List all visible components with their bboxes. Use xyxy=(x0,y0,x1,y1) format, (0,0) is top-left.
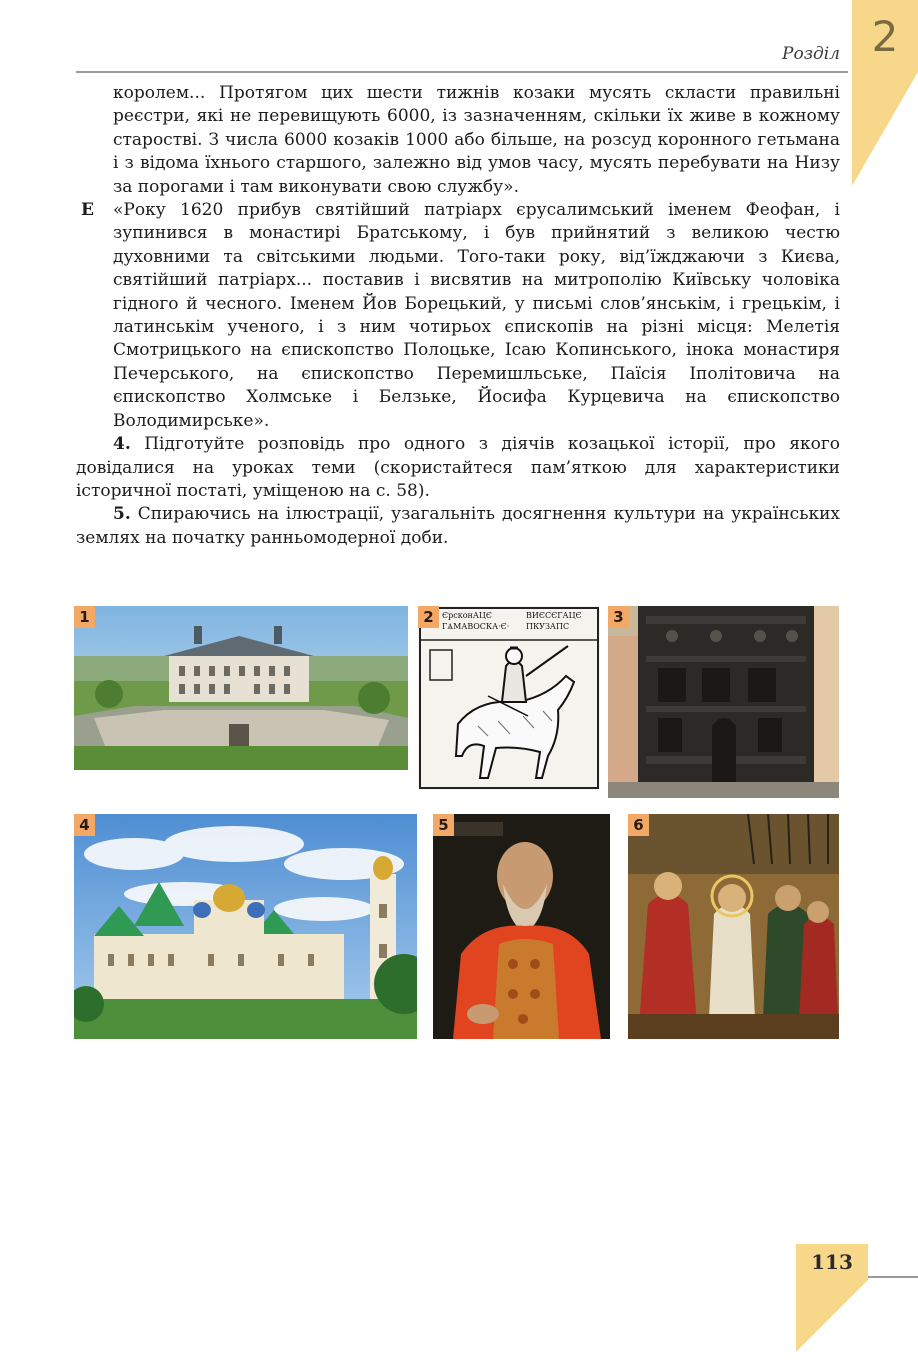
source-e-text: «Року 1620 прибув святійший патріарх єрусалимський іменем Феофан, і зупинився в монастирі Братському, і був прийнятий з великою честю духовними та світськими людьми. Того-таки року, від’їжджаючи з Києва, святійший патріарх... поставив і висвятив на митрополію Київську чоловіка гідного й чесного. Іменем Йов Борецький, у письмі слов’янськім, і грецькім, і латинськім ученого, і з ним чотирьох єпископів на різні місця: Мелетія Смотрицького на єпископство Полоцьке, Ісаю Копинського, інока монастиря Печерського, на єпископство Перемишльське, Паїсія Іполітовича на єпископство Холмське і Белзьке, Йосифа Курцевича на єпископство Володимирське». xyxy=(113,200,840,431)
task-4-text: Підготуйте розповідь про одного з діячів козацької історії, про якого довідалися на уроках теми (скористайтеся пам’яткою для характеристики історичної постаті, уміщеною на с. 58). xyxy=(76,434,840,501)
figure-5-portrait xyxy=(433,814,610,1039)
monastery-image xyxy=(74,814,417,1039)
task-5-number: 5. xyxy=(113,504,131,525)
footer-rule xyxy=(868,1276,918,1278)
source-e xyxy=(76,199,840,433)
chapter-tab-corner xyxy=(852,72,918,186)
task-4 xyxy=(76,433,840,503)
figure-3-black-chapel xyxy=(608,606,839,798)
figure-4-monastery xyxy=(74,814,417,1039)
engraving-caption-left: ЄрсконАЦЄ ГѦМАВОСКА·Є· xyxy=(442,611,510,631)
painting-image xyxy=(628,814,839,1039)
task-5-text: Спираючись на ілюстрації, узагальніть досягнення культури на українських землях на початку ранньомодерної доби. xyxy=(76,504,840,548)
figure-3-badge: 3 xyxy=(608,606,629,628)
figure-1-castle xyxy=(74,606,408,770)
header-rule xyxy=(76,71,848,73)
chapel-image xyxy=(608,606,839,798)
section-label: Розділ xyxy=(782,44,840,64)
page-tab-corner xyxy=(796,1280,868,1352)
page-number: 113 xyxy=(796,1244,868,1280)
source-d-text: королем... Протягом цих шести тижнів козаки мусять скласти правильні реєстри, які не перевищують 6000, із зазначенням, скільки їх живе в кожному старостві. З числа 6000 козаків 1000 або більше, на розсуд коронного гетьмана і з відома їхнього старшого, залежно від умов часу, мусять перебувати на Низу за порогами і там виконувати свою службу». xyxy=(113,83,840,197)
main-text xyxy=(76,82,840,550)
chapter-number: 2 xyxy=(852,0,918,72)
source-d-tail xyxy=(76,82,840,199)
figure-2-engraving xyxy=(418,606,600,790)
task-4-number: 4. xyxy=(113,434,131,455)
task-5 xyxy=(76,503,840,550)
figure-4-badge: 4 xyxy=(74,814,95,836)
figure-2-badge: 2 xyxy=(418,606,439,628)
figure-6-icon-painting xyxy=(628,814,839,1039)
portrait-image xyxy=(433,814,610,1039)
figure-5-badge: 5 xyxy=(433,814,454,836)
figure-1-badge: 1 xyxy=(74,606,95,628)
source-e-letter: Е xyxy=(81,200,94,221)
figure-6-badge: 6 xyxy=(628,814,649,836)
engraving-caption-right: ВИЄСЄГАЦЄ ПКУЗАПС xyxy=(526,611,582,631)
castle-image xyxy=(74,606,408,770)
